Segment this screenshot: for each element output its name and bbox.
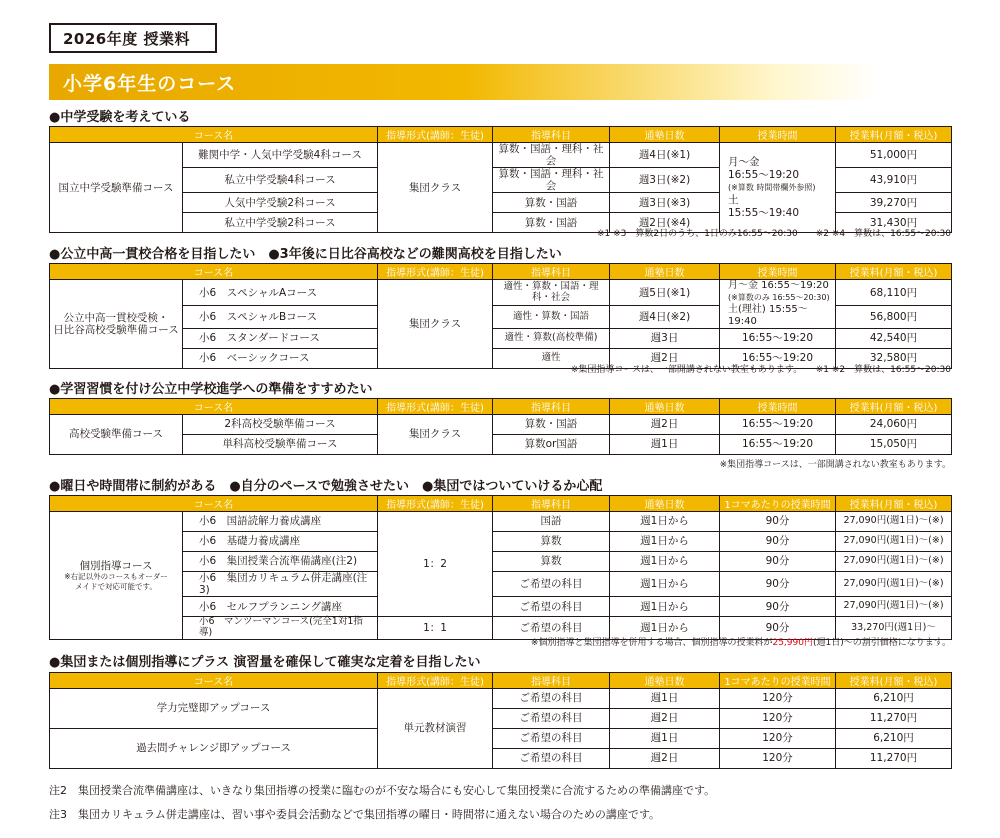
time-cell: 16:55〜19:20 bbox=[720, 435, 836, 455]
subject-cell: ご希望の科目 bbox=[493, 617, 610, 640]
subject-cell: 適性・算数(高校準備) bbox=[493, 329, 610, 349]
fee-cell: 24,060円 bbox=[836, 415, 952, 435]
days-cell: 週1日から bbox=[610, 512, 720, 532]
days-cell: 週1日 bbox=[610, 729, 720, 749]
fee-cell: 11,270円 bbox=[836, 709, 952, 729]
section-heading-3: ●学習習慣を付け公立中学校進学への準備をすすめたい bbox=[49, 382, 373, 397]
table-header bbox=[50, 399, 952, 415]
course-group: 国立中学受験準備コース bbox=[50, 143, 183, 233]
course-group-note: ※右記以外のコースもオーダー bbox=[64, 571, 168, 581]
subject-cell: 算数・国語・理科・社会 bbox=[493, 168, 610, 193]
time-cell: 120分 bbox=[720, 749, 836, 769]
table-row bbox=[50, 143, 952, 168]
fee-cell: 33,270円(週1日)〜 bbox=[836, 617, 952, 640]
course-group-line: 公立中高一貫校受検・ bbox=[63, 311, 169, 324]
course-name: 単科高校受験準備コース bbox=[183, 435, 378, 455]
time-cell: 16:55〜19:20 bbox=[720, 349, 836, 369]
course-name: 小6 集団カリキュラム併走講座(注3) bbox=[183, 572, 378, 597]
fee-cell: 27,090円(週1日)〜(※) bbox=[836, 532, 952, 552]
course-group: 過去問チャレンジ即アップコース bbox=[50, 729, 378, 769]
format-cell: 単元教材演習 bbox=[378, 689, 493, 769]
course-name: 小6 ベーシックコース bbox=[183, 349, 378, 369]
days-cell: 週1日 bbox=[610, 435, 720, 455]
time-cell: 90分 bbox=[720, 532, 836, 552]
subject-cell: ご希望の科目 bbox=[493, 689, 610, 709]
header-format: 指導形式(講師：生徒) bbox=[378, 127, 493, 143]
fee-cell: 27,090円(週1日)〜(※) bbox=[836, 597, 952, 617]
header-format: 指導形式(講師：生徒) bbox=[378, 264, 493, 280]
course-table-5 bbox=[49, 672, 952, 769]
days-cell: 週2日 bbox=[610, 709, 720, 729]
time-line: (※算数のみ 16:55〜20:30) bbox=[728, 293, 830, 302]
header-format: 指導形式(講師：生徒) bbox=[378, 496, 493, 512]
subject-cell: ご希望の科目 bbox=[493, 597, 610, 617]
subject-cell: 算数 bbox=[493, 532, 610, 552]
footnote-2: 注2 集団授業合流準備講座は、いきなり集団指導の授業に臨むのが不安な場合にも安心して集団授業に合流するための準備講座です。 bbox=[49, 784, 716, 797]
time-cell: 90分 bbox=[720, 617, 836, 640]
note-text: ※個別指導と集団指導を併用する場合、個別指導の授業料が bbox=[530, 638, 773, 648]
table-row bbox=[50, 280, 952, 306]
subject-cell: 適性・算数・国語・理科・社会 bbox=[493, 280, 610, 306]
section-heading-1: ●中学受験を考えている bbox=[49, 110, 191, 125]
table-row bbox=[50, 329, 952, 349]
table-row bbox=[50, 512, 952, 532]
days-cell: 週2日(※4) bbox=[610, 213, 720, 233]
days-cell: 週3日(※2) bbox=[610, 168, 720, 193]
subject-cell: ご希望の科目 bbox=[493, 729, 610, 749]
course-table-1 bbox=[49, 126, 952, 233]
subject-cell: 適性・算数・国語 bbox=[493, 306, 610, 329]
discount-price: 25,990円 bbox=[772, 638, 813, 648]
subject-cell: 算数・国語・理科・社会 bbox=[493, 143, 610, 168]
fee-cell: 68,110円 bbox=[836, 280, 952, 306]
course-group: 学力完璧即アップコース bbox=[50, 689, 378, 729]
fee-cell: 27,090円(週1日)〜(※) bbox=[836, 572, 952, 597]
subject-cell: 算数・国語 bbox=[493, 193, 610, 213]
header-course: コース名 bbox=[50, 399, 378, 415]
table-header bbox=[50, 496, 952, 512]
header-days: 通塾日数 bbox=[610, 496, 720, 512]
course-name: 小6 セルフプランニング講座 bbox=[183, 597, 378, 617]
table-row bbox=[50, 415, 952, 435]
fee-cell: 15,050円 bbox=[836, 435, 952, 455]
time-line: (※算数 時間帯欄外参照) bbox=[728, 183, 816, 193]
time-cell: 90分 bbox=[720, 512, 836, 532]
time-cell: 90分 bbox=[720, 552, 836, 572]
subject-cell: 算数・国語 bbox=[493, 415, 610, 435]
table-row bbox=[50, 435, 952, 455]
time-cell: 16:55〜19:20 bbox=[720, 329, 836, 349]
header-time: 1コマあたりの授業時間 bbox=[720, 673, 836, 689]
format-cell: 集団クラス bbox=[378, 280, 493, 369]
format-cell: 1：2 bbox=[378, 512, 493, 617]
course-name: 私立中学受験4科コース bbox=[183, 168, 378, 193]
course-name: 小6 国語読解力養成講座 bbox=[183, 512, 378, 532]
time-cell bbox=[720, 143, 836, 233]
course-group-note: メイドで対応可能です。 bbox=[75, 581, 157, 591]
header-days: 通塾日数 bbox=[610, 673, 720, 689]
format-cell: 1：1 bbox=[378, 617, 493, 640]
header-time: 授業時間 bbox=[720, 264, 836, 280]
header-subject: 指導科目 bbox=[493, 264, 610, 280]
days-cell: 週4日(※2) bbox=[610, 306, 720, 329]
subject-cell: ご希望の科目 bbox=[493, 572, 610, 597]
subject-cell: 算数 bbox=[493, 552, 610, 572]
header-time: 授業時間 bbox=[720, 127, 836, 143]
course-name: 小6 基礎力養成講座 bbox=[183, 532, 378, 552]
fee-cell: 32,580円 bbox=[836, 349, 952, 369]
subject-cell: ご希望の科目 bbox=[493, 709, 610, 729]
fee-cell: 56,800円 bbox=[836, 306, 952, 329]
header-subject: 指導科目 bbox=[493, 496, 610, 512]
course-group-line: 日比谷高校受験準備コース bbox=[53, 324, 179, 336]
course-table-4 bbox=[49, 495, 952, 640]
subject-cell: ご希望の科目 bbox=[493, 749, 610, 769]
section-note-2: ※集団指導コースは、一部開講されない教室もあります。 ※1 ※2 算数は、16:55〜20:30 bbox=[570, 365, 951, 375]
fee-cell: 11,270円 bbox=[836, 749, 952, 769]
fee-cell: 27,090円(週1日)〜(※) bbox=[836, 552, 952, 572]
format-cell: 集団クラス bbox=[378, 415, 493, 455]
course-name: 難関中学・人気中学受験4科コース bbox=[183, 143, 378, 168]
header-days: 通塾日数 bbox=[610, 127, 720, 143]
header-course: コース名 bbox=[50, 496, 378, 512]
subject-cell: 適性 bbox=[493, 349, 610, 369]
fee-cell: 51,000円 bbox=[836, 143, 952, 168]
section-note-3: ※集団指導コースは、一部開講されない教室もあります。 bbox=[719, 460, 951, 470]
header-course: コース名 bbox=[50, 264, 378, 280]
time-line: 16:55〜19:20 bbox=[728, 168, 800, 181]
section-heading-5: ●集団または個別指導にプラス 演習量を確保して確実な定着を目指したい bbox=[49, 655, 481, 670]
days-cell: 週3日 bbox=[610, 329, 720, 349]
time-cell: 120分 bbox=[720, 709, 836, 729]
header-days: 通塾日数 bbox=[610, 264, 720, 280]
days-cell: 週2日 bbox=[610, 415, 720, 435]
table-row bbox=[50, 689, 952, 709]
time-cell: 120分 bbox=[720, 729, 836, 749]
days-cell: 週4日(※1) bbox=[610, 143, 720, 168]
table-row bbox=[50, 532, 952, 552]
time-cell: 16:55〜19:20 bbox=[720, 415, 836, 435]
time-cell: 90分 bbox=[720, 597, 836, 617]
header-fee: 授業料(月額・税込) bbox=[836, 127, 952, 143]
time-line: 月〜金 bbox=[728, 156, 760, 169]
time-line: 15:55〜19:40 bbox=[728, 206, 800, 219]
note-text: (週1日)〜の割引価格になります。 bbox=[812, 638, 951, 648]
time-line: 土 bbox=[728, 193, 739, 206]
course-name: 小6 スペシャルBコース bbox=[183, 306, 378, 329]
header-time: 1コマあたりの授業時間 bbox=[720, 496, 836, 512]
header-course: コース名 bbox=[50, 673, 378, 689]
time-line: 土(理社) 15:55〜19:40 bbox=[728, 304, 808, 327]
fee-cell: 6,210円 bbox=[836, 729, 952, 749]
time-cell: 90分 bbox=[720, 572, 836, 597]
fee-cell: 6,210円 bbox=[836, 689, 952, 709]
header-fee: 授業料(月額・税込) bbox=[836, 399, 952, 415]
header-time: 授業時間 bbox=[720, 399, 836, 415]
page-title: 2026年度 授業料 bbox=[49, 23, 217, 53]
days-cell: 週1日から bbox=[610, 597, 720, 617]
table-header bbox=[50, 127, 952, 143]
fee-cell: 31,430円 bbox=[836, 213, 952, 233]
days-cell: 週5日(※1) bbox=[610, 280, 720, 306]
fee-cell: 39,270円 bbox=[836, 193, 952, 213]
days-cell: 週1日から bbox=[610, 552, 720, 572]
header-format: 指導形式(講師：生徒) bbox=[378, 399, 493, 415]
table-header bbox=[50, 673, 952, 689]
section-heading-2: ●公立中高一貫校合格を目指したい ●3年後に日比谷高校などの難関高校を目指したい bbox=[49, 247, 562, 262]
header-subject: 指導科目 bbox=[493, 127, 610, 143]
time-cell bbox=[720, 280, 836, 329]
header-format: 指導形式(講師：生徒) bbox=[378, 673, 493, 689]
fee-cell: 42,540円 bbox=[836, 329, 952, 349]
table-row bbox=[50, 729, 952, 749]
time-cell: 120分 bbox=[720, 689, 836, 709]
course-group bbox=[50, 512, 183, 640]
format-cell: 集団クラス bbox=[378, 143, 493, 233]
section-note-4 bbox=[531, 635, 951, 648]
course-table-2 bbox=[49, 263, 952, 369]
fee-cell: 27,090円(週1日)〜(※) bbox=[836, 512, 952, 532]
footnote-3: 注3 集団カリキュラム併走講座は、習い事や委員会活動などで集団指導の曜日・時間帯に通えない場合のための講座です。 bbox=[49, 808, 661, 821]
days-cell: 週1日から bbox=[610, 572, 720, 597]
course-name: 私立中学受験2科コース bbox=[183, 213, 378, 233]
header-fee: 授業料(月額・税込) bbox=[836, 496, 952, 512]
header-subject: 指導科目 bbox=[493, 673, 610, 689]
section-note-1: ※1 ※3 算数2日のうち、1日のみ16:55〜20:30 ※2 ※4 算数は、16:55〜20:30 bbox=[597, 229, 951, 239]
course-name: 小6 スタンダードコース bbox=[183, 329, 378, 349]
table-row bbox=[50, 552, 952, 572]
table-header bbox=[50, 264, 952, 280]
header-fee: 授業料(月額・税込) bbox=[836, 673, 952, 689]
section-band: 小学6年生のコース bbox=[49, 64, 879, 100]
course-name: 小6 集団授業合流準備講座(注2) bbox=[183, 552, 378, 572]
header-days: 通塾日数 bbox=[610, 399, 720, 415]
subject-cell: 算数・国語 bbox=[493, 213, 610, 233]
course-name: 小6 スペシャルAコース bbox=[183, 280, 378, 306]
course-table-3 bbox=[49, 398, 952, 455]
section-heading-4: ●曜日や時間帯に制約がある ●自分のペースで勉強させたい ●集団ではついていけるか心配 bbox=[49, 479, 603, 494]
table-row bbox=[50, 572, 952, 597]
header-course: コース名 bbox=[50, 127, 378, 143]
subject-cell: 算数or国語 bbox=[493, 435, 610, 455]
course-name: 小6 マンツーマンコース(完全1対1指導) bbox=[183, 617, 378, 640]
days-cell: 週2日 bbox=[610, 349, 720, 369]
days-cell: 週1日から bbox=[610, 617, 720, 640]
days-cell: 週2日 bbox=[610, 749, 720, 769]
days-cell: 週1日から bbox=[610, 532, 720, 552]
course-name: 2科高校受験準備コース bbox=[183, 415, 378, 435]
table-row bbox=[50, 597, 952, 617]
course-group bbox=[50, 280, 183, 369]
days-cell: 週3日(※3) bbox=[610, 193, 720, 213]
course-group: 高校受験準備コース bbox=[50, 415, 183, 455]
header-fee: 授業料(月額・税込) bbox=[836, 264, 952, 280]
fee-cell: 43,910円 bbox=[836, 168, 952, 193]
time-line: 月〜金 16:55〜19:20 bbox=[728, 280, 829, 291]
course-name: 人気中学受験2科コース bbox=[183, 193, 378, 213]
subject-cell: 国語 bbox=[493, 512, 610, 532]
course-group-label: 個別指導コース bbox=[79, 559, 153, 572]
days-cell: 週1日 bbox=[610, 689, 720, 709]
header-subject: 指導科目 bbox=[493, 399, 610, 415]
